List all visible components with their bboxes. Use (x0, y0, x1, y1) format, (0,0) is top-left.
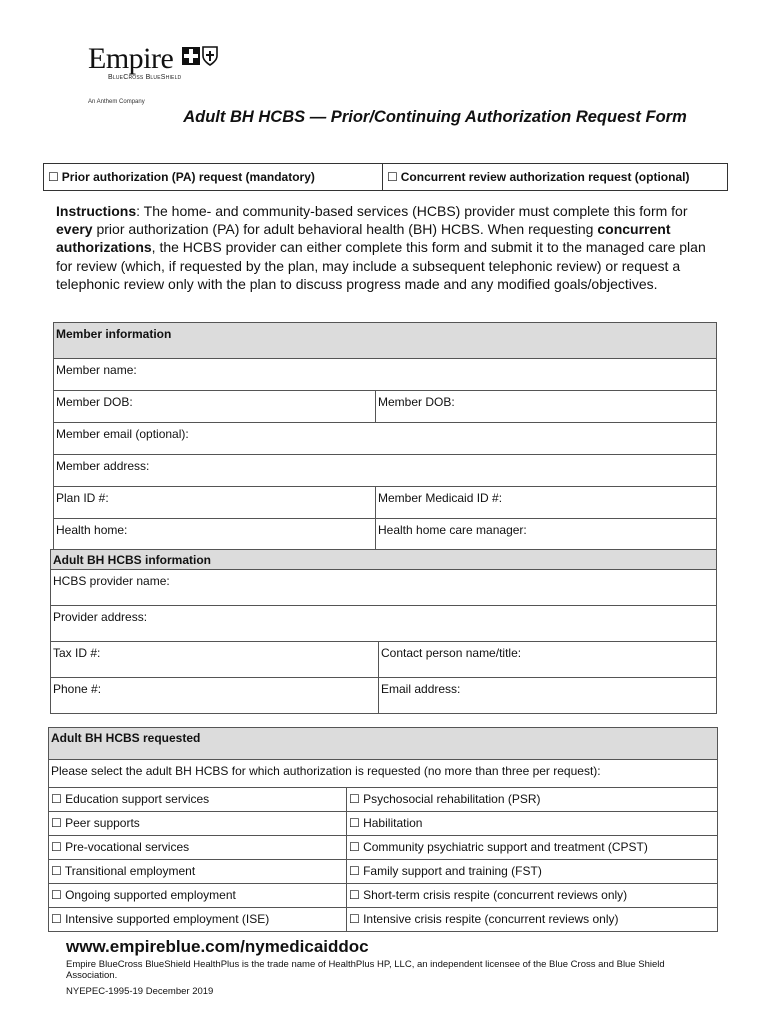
concurrent-review-checkbox[interactable] (383, 163, 728, 191)
footer-note: Empire BlueCross BlueShield HealthPlus is the trade name of HealthPlus HP, LLC, an independent licensee of the Blue Cross and Blue Shield Association. (66, 959, 665, 981)
checkbox-icon[interactable]: ☐ (387, 170, 398, 184)
blue-cross-icon (182, 47, 200, 65)
health-home-field[interactable]: Health home: (54, 519, 376, 551)
service-checkbox-pre-vocational[interactable]: ☐ Pre-vocational services (49, 836, 347, 860)
instructions-text: : The home- and community-based services (HCBS) provider must complete this form for (136, 203, 688, 219)
logo-wordmark: Empire (88, 42, 174, 75)
form-title: Adult BH HCBS — Prior/Continuing Authorization Request Form (183, 108, 687, 126)
member-dob-field-2[interactable]: Member DOB: (376, 391, 717, 423)
services-requested-prompt: Please select the adult BH HCBS for which authorization is requested (no more than three per request): (49, 760, 718, 788)
instructions-text: prior authorization (PA) for adult behavioral health (BH) HCBS. When requesting (92, 221, 598, 238)
phone-field[interactable]: Phone #: (51, 678, 379, 714)
provider-information-table (50, 549, 717, 714)
footer-url[interactable]: www.empireblue.com/nymedicaiddoc (66, 937, 369, 956)
service-checkbox-peer-supports[interactable]: ☐ Peer supports (49, 812, 347, 836)
hcbs-provider-name-field[interactable]: HCBS provider name: (51, 570, 717, 606)
service-checkbox-intensive-crisis-respite[interactable]: ☐ Intensive crisis respite (concurrent reviews only) (347, 908, 718, 932)
email-address-field[interactable]: Email address: (379, 678, 717, 714)
member-medicaid-id-field[interactable]: Member Medicaid ID #: (376, 487, 717, 519)
member-dob-field[interactable]: Member DOB: (54, 391, 376, 423)
member-email-field[interactable]: Member email (optional): (54, 423, 717, 455)
service-checkbox-fst[interactable]: ☐ Family support and training (FST) (347, 860, 718, 884)
service-checkbox-cpst[interactable]: ☐ Community psychiatric support and treatment (CPST) (347, 836, 718, 860)
service-checkbox-short-term-crisis-respite[interactable]: ☐ Short-term crisis respite (concurrent reviews only) (347, 884, 718, 908)
service-checkbox-transitional-employment[interactable]: ☐ Transitional employment (49, 860, 347, 884)
blue-shield-icon (202, 46, 218, 66)
empire-logo (88, 40, 238, 110)
contact-person-field[interactable]: Contact person name/title: (379, 642, 717, 678)
request-type-row (43, 163, 728, 191)
prior-authorization-checkbox[interactable] (43, 163, 383, 191)
instructions-text: , the HCBS provider can either complete this form and submit it to the managed care plan for review (which, if requested by the plan, may include a subsequent telephonic review) or request a telephonic review only with the plan to discuss progress made and any modified goals/objectives. (56, 239, 706, 292)
service-checkbox-ise[interactable]: ☐ Intensive supported employment (ISE) (49, 908, 347, 932)
checkbox-icon[interactable]: ☐ (48, 170, 59, 184)
service-checkbox-education-support[interactable]: ☐ Education support services (49, 788, 347, 812)
provider-address-field[interactable]: Provider address: (51, 606, 717, 642)
services-requested-table (48, 727, 718, 932)
service-checkbox-habilitation[interactable]: ☐ Habilitation (347, 812, 718, 836)
tax-id-field[interactable]: Tax ID #: (51, 642, 379, 678)
instructions-concurrent: concurrent authorizations (56, 221, 671, 256)
concurrent-review-label: Concurrent review authorization request (optional) (400, 170, 690, 184)
instructions-every: every (56, 221, 93, 238)
service-checkbox-psr[interactable]: ☐ Psychosocial rehabilitation (PSR) (347, 788, 718, 812)
instructions-lead: Instructions (56, 203, 137, 219)
member-information-header: Member information (54, 323, 717, 359)
service-checkbox-ongoing-supported-employment[interactable]: ☐ Ongoing supported employment (49, 884, 347, 908)
logo-subtitle: BlueCross BlueShield (108, 74, 182, 81)
health-home-care-manager-field[interactable]: Health home care manager: (376, 519, 717, 551)
prior-authorization-label: Prior authorization (PA) request (mandatory) (61, 170, 315, 184)
services-requested-header: Adult BH HCBS requested (49, 728, 718, 760)
logo-company: An Anthem Company (88, 99, 145, 105)
footer-form-code: NYEPEC-1995-19 December 2019 (66, 986, 214, 997)
instructions (56, 202, 716, 293)
member-address-field[interactable]: Member address: (54, 455, 717, 487)
member-information-table (53, 322, 717, 551)
plan-id-field[interactable]: Plan ID #: (54, 487, 376, 519)
provider-information-header: Adult BH HCBS information (51, 550, 717, 570)
member-name-field[interactable]: Member name: (54, 359, 717, 391)
